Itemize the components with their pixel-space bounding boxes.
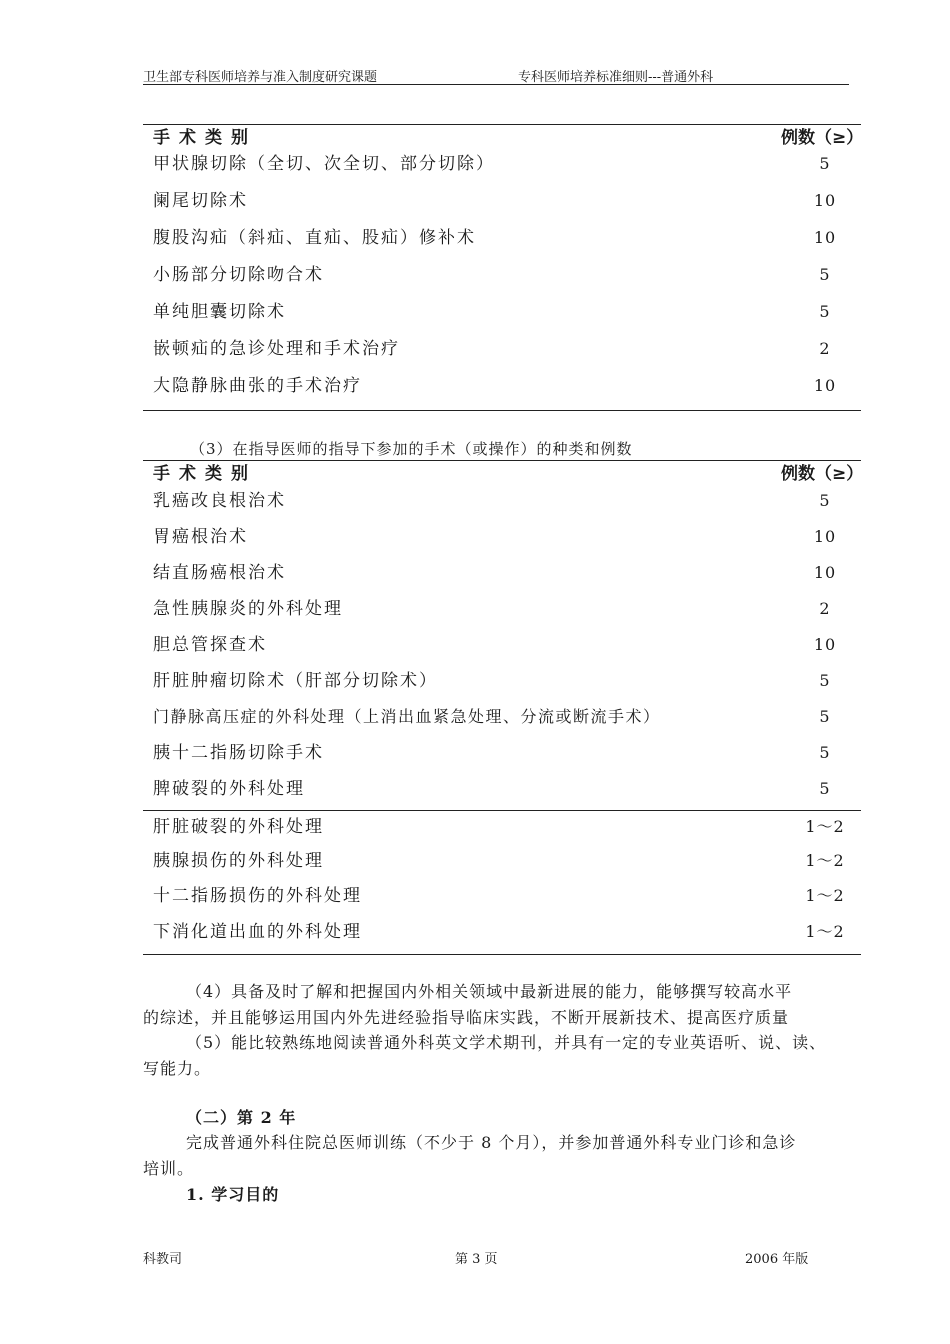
table-header-row (143, 461, 864, 487)
row-count: 5 (819, 265, 831, 284)
table-mid-rule (143, 810, 861, 811)
row-count: 2 (819, 599, 831, 618)
table-bottom-rule (143, 954, 861, 955)
header-left-text: 卫生部专科医师培养与准入制度研究课题 (143, 70, 378, 85)
table-row (143, 486, 861, 516)
paragraph-5-line-1: （5）能比较熟练地阅读普通外科英文学术期刊，并具有一定的专业英语听、说、读、 (186, 1033, 827, 1052)
row-name: 脾破裂的外科处理 (153, 779, 305, 799)
table-row (143, 594, 861, 624)
row-count: 1～2 (805, 886, 845, 905)
row-name: 大隐静脉曲张的手术治疗 (153, 376, 362, 396)
row-name: 阑尾切除术 (153, 191, 248, 211)
table-row (143, 371, 861, 401)
table-row (143, 846, 861, 876)
row-name: 单纯胆囊切除术 (153, 302, 286, 322)
row-count: 1～2 (805, 922, 845, 941)
header-right-text: 专科医师培养标准细则---普通外科 (518, 70, 714, 85)
row-name: 门静脉高压症的外科处理（上消出血紧急处理、分流或断流手术） (153, 707, 661, 726)
row-name: 胃癌根治术 (153, 527, 248, 547)
row-name: 急性胰腺炎的外科处理 (153, 599, 343, 619)
row-count: 10 (813, 635, 837, 654)
table-row (143, 186, 861, 216)
row-name: 甲状腺切除（全切、次全切、部分切除） (153, 154, 495, 174)
paragraph-5-line-2: 写能力。 (143, 1059, 212, 1078)
table-row (143, 558, 861, 588)
section-body-line-2: 培训。 (143, 1159, 195, 1178)
row-name: 结直肠癌根治术 (153, 563, 286, 583)
row-name: 肝脏肿瘤切除术（肝部分切除术） (153, 671, 438, 691)
table-row (143, 812, 861, 842)
table-row (143, 334, 861, 364)
table-row (143, 738, 861, 768)
paragraph-4-line-1: （4）具备及时了解和把握国内外相关领域中最新进展的能力，能够撰写较高水平 (186, 982, 793, 1001)
row-count: 10 (813, 376, 837, 395)
row-name: 小肠部分切除吻合术 (153, 265, 324, 285)
table-row (143, 260, 861, 290)
table-row (143, 666, 861, 696)
table-row (143, 297, 861, 327)
row-name: 嵌顿疝的急诊处理和手术治疗 (153, 339, 400, 359)
paragraph-4-line-2: 的综述，并且能够运用国内外先进经验指导临床实践，不断开展新技术、提高医疗质量 (143, 1008, 790, 1027)
row-count: 5 (819, 154, 831, 173)
footer-right-text: 2006 年版 (745, 1252, 809, 1267)
table-row (143, 702, 861, 732)
column-header-name: 手术类别 (153, 128, 257, 148)
row-count: 5 (819, 743, 831, 762)
table-row (143, 881, 861, 911)
row-name: 肝脏破裂的外科处理 (153, 817, 324, 837)
row-name: 胆总管探查术 (153, 635, 267, 655)
row-count: 1～2 (805, 851, 845, 870)
surgery-table-1 (143, 124, 864, 414)
table-header-row (143, 125, 864, 151)
footer-left-text: 科教司 (143, 1252, 183, 1267)
table-bottom-rule (143, 410, 861, 411)
row-count: 10 (813, 563, 837, 582)
column-header-count: 例数（≥） (781, 464, 864, 484)
row-count: 5 (819, 779, 831, 798)
surgery-table-2 (143, 460, 864, 960)
row-name: 胰腺损伤的外科处理 (153, 851, 324, 871)
row-name: 腹股沟疝（斜疝、直疝、股疝）修补术 (153, 228, 476, 248)
column-header-name: 手术类别 (153, 464, 257, 484)
row-count: 5 (819, 302, 831, 321)
row-count: 10 (813, 228, 837, 247)
table-row (143, 630, 861, 660)
footer-page-number: 第 3 页 (455, 1252, 498, 1267)
subsection-heading: 1. 学习目的 (186, 1185, 280, 1204)
table-row (143, 917, 861, 947)
column-header-count: 例数（≥） (781, 128, 864, 148)
row-count: 5 (819, 491, 831, 510)
row-name: 乳癌改良根治术 (153, 491, 286, 511)
row-name: 下消化道出血的外科处理 (153, 922, 362, 942)
table-row (143, 149, 861, 179)
row-count: 5 (819, 707, 831, 726)
table-row (143, 522, 861, 552)
section-body-line-1: 完成普通外科住院总医师训练（不少于 8 个月），并参加普通外科专业门诊和急诊 (186, 1133, 797, 1152)
row-count: 5 (819, 671, 831, 690)
section-caption-3: （3）在指导医师的指导下参加的手术（或操作）的种类和例数 (190, 440, 633, 458)
row-count: 10 (813, 191, 837, 210)
header-rule (143, 84, 849, 85)
row-count: 2 (819, 339, 831, 358)
table-row (143, 774, 861, 804)
row-count: 1～2 (805, 817, 845, 836)
table-row (143, 223, 861, 253)
row-name: 胰十二指肠切除手术 (153, 743, 324, 763)
row-count: 10 (813, 527, 837, 546)
section-heading: （二）第 2 年 (186, 1108, 297, 1127)
row-name: 十二指肠损伤的外科处理 (153, 886, 362, 906)
